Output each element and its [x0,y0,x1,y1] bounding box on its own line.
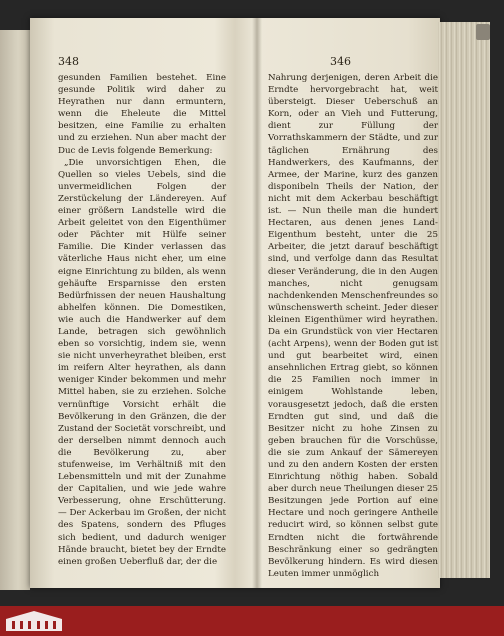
text-column-left [58,72,226,568]
footer-bar [0,606,504,636]
paragraph: Nahrung derjenigen, deren Arbeit die Erndte hervorgebracht hat, weit übersteigt. Dieser Ueberschuß an Korn, oder an Vieh und Futterung, dient zur Füllung der Vorrathskammern der Städte, und zur täglichen Ernährung des Handwerkers, des Kaufmanns, der Armee, der Marine, kurz des ganzen disponibeln Theils der Nation, der nicht mit dem Ackerbau beschäftigt ist. — Nun theile man die hundert Hectaren, aus denen jenes Land-Eigenthum besteht, unter die 25 Arbeiter, die jetzt darauf beschäftigt sind, und verfolge dann das Resultat dieser Veränderung, die in den Augen manches, nicht genugsam nachdenkenden Menschenfreundes so wünschenswerth scheint. Jeder dieser kleinen Eigenthümer wird heyrathen. Da ein Grundstück von vier Hectaren (acht Arpens), wenn der Boden gut ist und gut bearbeitet wird, einen ansehnlichen Ertrag giebt, so können die 25 Familien noch immer in einigem Wohlstande leben, vorausgesetzt jedoch, daß die ersten Erndten gut sind, und daß die Besitzer nicht zu hohe Zinsen zu geben brauchen für die Vorschüsse, die sie zum Ankauf der Sämereyen und zu den andern Kosten der ersten Einrichtung nöthig haben. Sobald aber durch neue Theilungen dieser 25 Besitzungen jede Portion auf eine Hectare und noch geringere Antheile reducirt wird, so können selbst gute Erndten nicht die fortwährende Beschränkung einer so gedrängten Bevölkerung hindern. Es wird diesen Leuten immer unmöglich [268,73,438,579]
page-number-right: 346 [330,55,351,68]
clip-mark [476,24,490,40]
page-block-edge [438,22,490,578]
page-gutter [252,18,262,588]
text-column-right [268,72,438,580]
paragraph: gesunden Familien bestehet. Eine gesunde Politik wird daher zu Heyrathen nur dann ermuntern, wenn die Eheleute die Mittel besitzen, eine Familie zu erhalten und zu erziehen. Nun aber macht der Duc de Levis folgende Bemerkung: [58,73,226,156]
paragraph: „Die unvorsichtigen Ehen, die Quellen so vieles Uebels, sind die unvermeidlichen Folgen der Zerstückelung der Ländereyen. Auf einer größern Landstelle wird die Arbeit geleitet von den Eigenthümer oder Pächter mit Hülfe seiner Familie. Die Kinder verlassen das väterliche Haus nicht eher, um eine eigne Einrichtung zu bilden, als wenn gehäufte Ersparnisse den ersten Bedürfnissen der neuen Haushaltung abhelfen können. Die Domestiken, wie auch die Handwerker auf dem Lande, betragen sich gewöhnlich eben so vorsichtig, indem sie, wenn sie nicht unverheyrathet bleiben, erst im reifern Alter heyrathen, als dann weniger Kinder bekommen und mehr Mittel haben, sie zu erziehen. Solche vernünftige Vorsicht erhält die Bevölkerung in den Gränzen, die der Zustand der Societät vorschreibt, und der derselben nimmt dennoch auch die Bevölkerung zu, aber stufenweise, im Verhältniß mit den Lebensmitteln und mit der Zunahme der Capitalien, und wie jede wahre Verbesserung, ohne Erschütterung. — Der Ackerbau im Großen, der nicht des Spatens, sondern des Pfluges sich bedient, und dadurch weniger Hände braucht, bietet bey der Erndte einen großen Ueberfluß dar, der die [58,157,226,567]
page-number-left: 348 [58,55,79,68]
previous-page-edge [0,30,30,590]
library-building-icon [4,609,64,633]
